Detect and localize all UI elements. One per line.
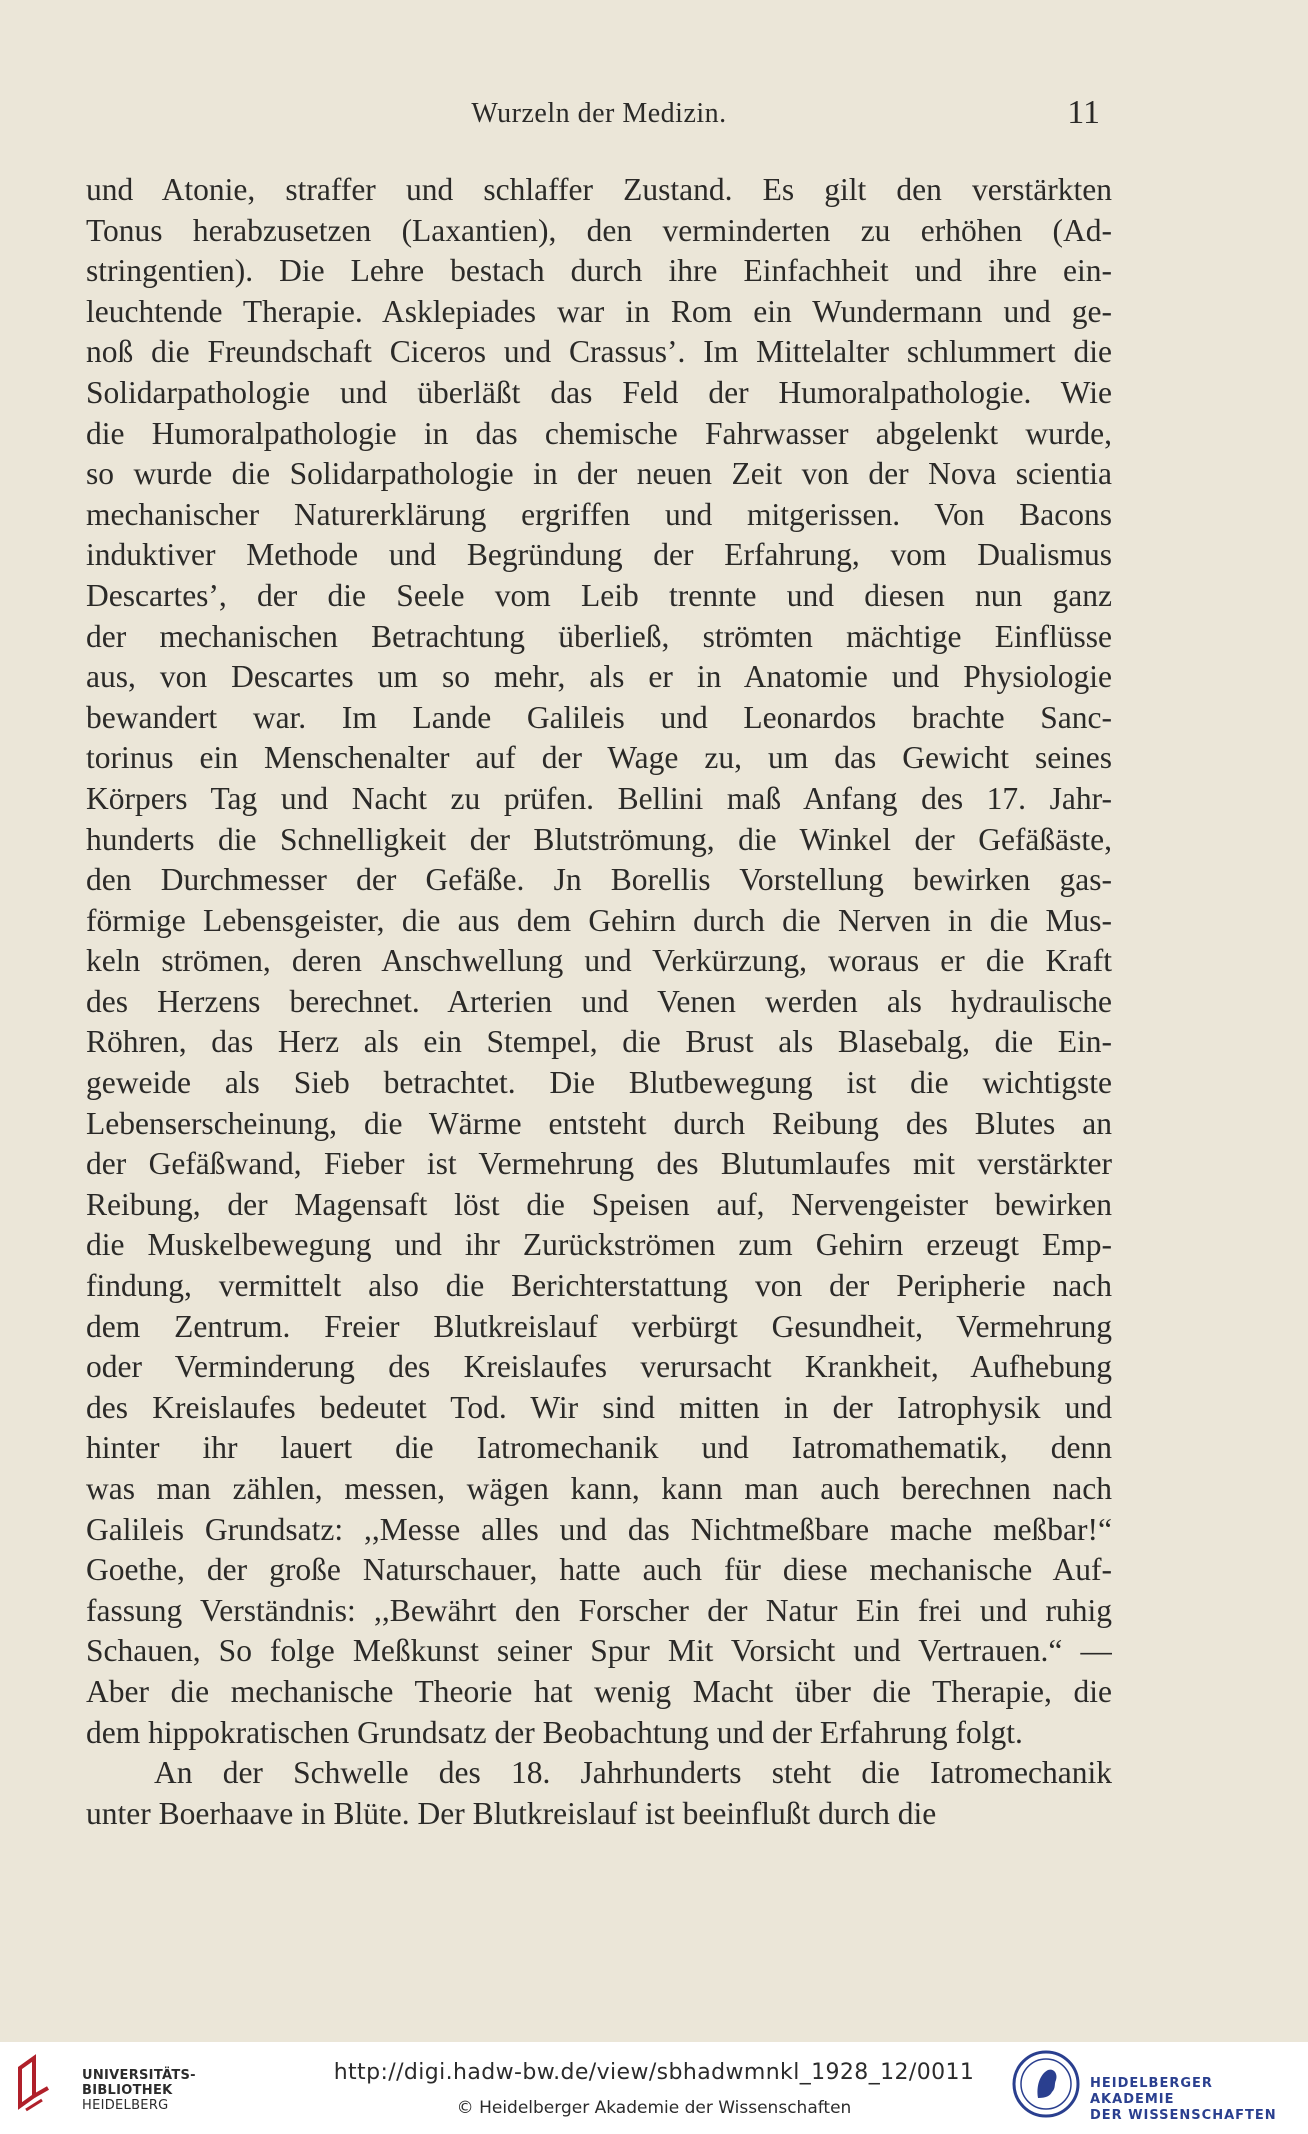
- text-line: des Kreislaufes bedeutet Tod. Wir sind mitten in der Iatrophysik und: [86, 1389, 1112, 1425]
- university-name-line: BIBLIOTHEK: [82, 2083, 173, 2098]
- text-line: An der Schwelle des 18. Jahrhunderts steht die Iatromechanik: [154, 1755, 1112, 1791]
- text-line: Galileis Grundsatz: ,,Messe alles und das Nichtmeßbare mache meßbar!“: [86, 1511, 1112, 1547]
- text-line: förmige Lebensgeister, die aus dem Gehirn durch die Nerven in die Mus-: [86, 902, 1112, 938]
- text-line: Körpers Tag und Nacht zu prüfen. Bellini maß Anfang des 17. Jahr-: [86, 780, 1112, 816]
- text-line: Goethe, der große Naturschauer, hatte auch für diese mechanische Auf-: [86, 1552, 1112, 1588]
- text-line: aus, von Descartes um so mehr, als er in Anatomie und Physiologie: [86, 659, 1112, 695]
- university-name-line: HEIDELBERG: [82, 2098, 169, 2113]
- text-line: bewandert war. Im Lande Galileis und Leonardos brachte Sanc-: [86, 699, 1112, 735]
- text-line: hinter ihr lauert die Iatromechanik und Iatromathematik, denn: [86, 1430, 1112, 1466]
- source-url-link[interactable]: http://digi.hadw-bw.de/view/sbhadwmnkl_1928_12/0011: [333, 2060, 975, 2085]
- text-line: Reibung, der Magensaft löst die Speisen auf, Nervengeister bewirken: [86, 1186, 1112, 1222]
- text-line: Solidarpathologie und überläßt das Feld der Humoralpathologie. Wie: [86, 374, 1112, 410]
- academy-emblem-icon: [1010, 2048, 1082, 2120]
- text-line: dem hippokratischen Grundsatz der Beobachtung und der Erfahrung folgt.: [86, 1714, 1023, 1750]
- text-line: des Herzens berechnet. Arterien und Venen werden als hydraulische: [86, 983, 1112, 1019]
- text-line: die Muskelbewegung und ihr Zurückströmen zum Gehirn erzeugt Emp-: [86, 1227, 1112, 1263]
- text-line: induktiver Methode und Begründung der Erfahrung, vom Dualismus: [86, 537, 1112, 573]
- text-line: so wurde die Solidarpathologie in der neuen Zeit von der Nova scientia: [86, 456, 1112, 492]
- text-line: hunderts die Schnelligkeit der Blutströmung, die Winkel der Gefäßäste,: [86, 821, 1112, 857]
- text-line: die Humoralpathologie in das chemische Fahrwasser abgelenkt wurde,: [86, 415, 1112, 451]
- text-line: oder Verminderung des Kreislaufes verursacht Krankheit, Aufhebung: [86, 1349, 1112, 1385]
- page-header: [86, 94, 1112, 142]
- text-line: den Durchmesser der Gefäße. Jn Borellis Vorstellung bewirken gas-: [86, 862, 1112, 898]
- copyright-notice: © Heidelberger Akademie der Wissenschaften: [456, 2098, 852, 2118]
- academy-name-line: HEIDELBERGER AKADEMIE: [1090, 2076, 1213, 2107]
- text-line: geweide als Sieb betrachtet. Die Blutbewegung ist die wichtigste: [86, 1065, 1112, 1101]
- text-line: Schauen, So folge Meßkunst seiner Spur Mit Vorsicht und Vertrauen.“ —: [86, 1633, 1112, 1669]
- text-line: Tonus herabzusetzen (Laxantien), den verminderten zu erhöhen (Ad-: [86, 212, 1112, 248]
- digitization-footer: [0, 2042, 1308, 2134]
- text-line: torinus ein Menschenalter auf der Wage zu, um das Gewicht seines: [86, 740, 1112, 776]
- text-line: noß die Freundschaft Ciceros und Crassus’. Im Mittelalter schlummert die: [86, 334, 1112, 370]
- text-line: keln strömen, deren Anschwellung und Verkürzung, woraus er die Kraft: [86, 943, 1112, 979]
- university-name-line: UNIVERSITÄTS-: [82, 2068, 196, 2083]
- academy-name-line: DER WISSENSCHAFTEN: [1090, 2108, 1277, 2123]
- text-line: Descartes’, der die Seele vom Leib trennte und diesen nun ganz: [86, 577, 1112, 613]
- academy-name: [1090, 2076, 1300, 2124]
- running-head: Wurzeln der Medizin.: [471, 98, 727, 129]
- text-line: leuchtende Therapie. Asklepiades war in Rom ein Wundermann und ge-: [86, 293, 1112, 329]
- text-line: und Atonie, straffer und schlaffer Zustand. Es gilt den verstärkten: [86, 172, 1112, 207]
- academy-logo[interactable]: [1010, 2048, 1300, 2128]
- text-line: dem Zentrum. Freier Blutkreislauf verbürgt Gesundheit, Vermehrung: [86, 1308, 1112, 1344]
- page-number: 11: [1067, 94, 1100, 131]
- text-line: Röhren, das Herz als ein Stempel, die Brust als Blasebalg, die Ein-: [86, 1024, 1112, 1060]
- text-line: stringentien). Die Lehre bestach durch ihre Einfachheit und ihre ein-: [86, 253, 1112, 289]
- text-line: der Gefäßwand, Fieber ist Vermehrung des Blutumlaufes mit verstärkter: [86, 1146, 1112, 1182]
- text-line: Aber die mechanische Theorie hat wenig Macht über die Therapie, die: [86, 1673, 1112, 1709]
- text-line: findung, vermittelt also die Berichterstattung von der Peripherie nach: [86, 1268, 1112, 1304]
- text-line: mechanischer Naturerklärung ergriffen und mitgerissen. Von Bacons: [86, 496, 1112, 532]
- text-line: unter Boerhaave in Blüte. Der Blutkreislauf ist beeinflußt durch die: [86, 1795, 937, 1831]
- text-line: fassung Verständnis: ,,Bewährt den Forscher der Natur Ein frei und ruhig: [86, 1592, 1112, 1628]
- body-text: [86, 170, 1112, 1834]
- text-line: der mechanischen Betrachtung überließ, strömten mächtige Einflüsse: [86, 618, 1112, 654]
- text-line: was man zählen, messen, wägen kann, kann man auch berechnen nach: [86, 1471, 1112, 1506]
- text-line: Lebenserscheinung, die Wärme entsteht durch Reibung des Blutes an: [86, 1105, 1112, 1141]
